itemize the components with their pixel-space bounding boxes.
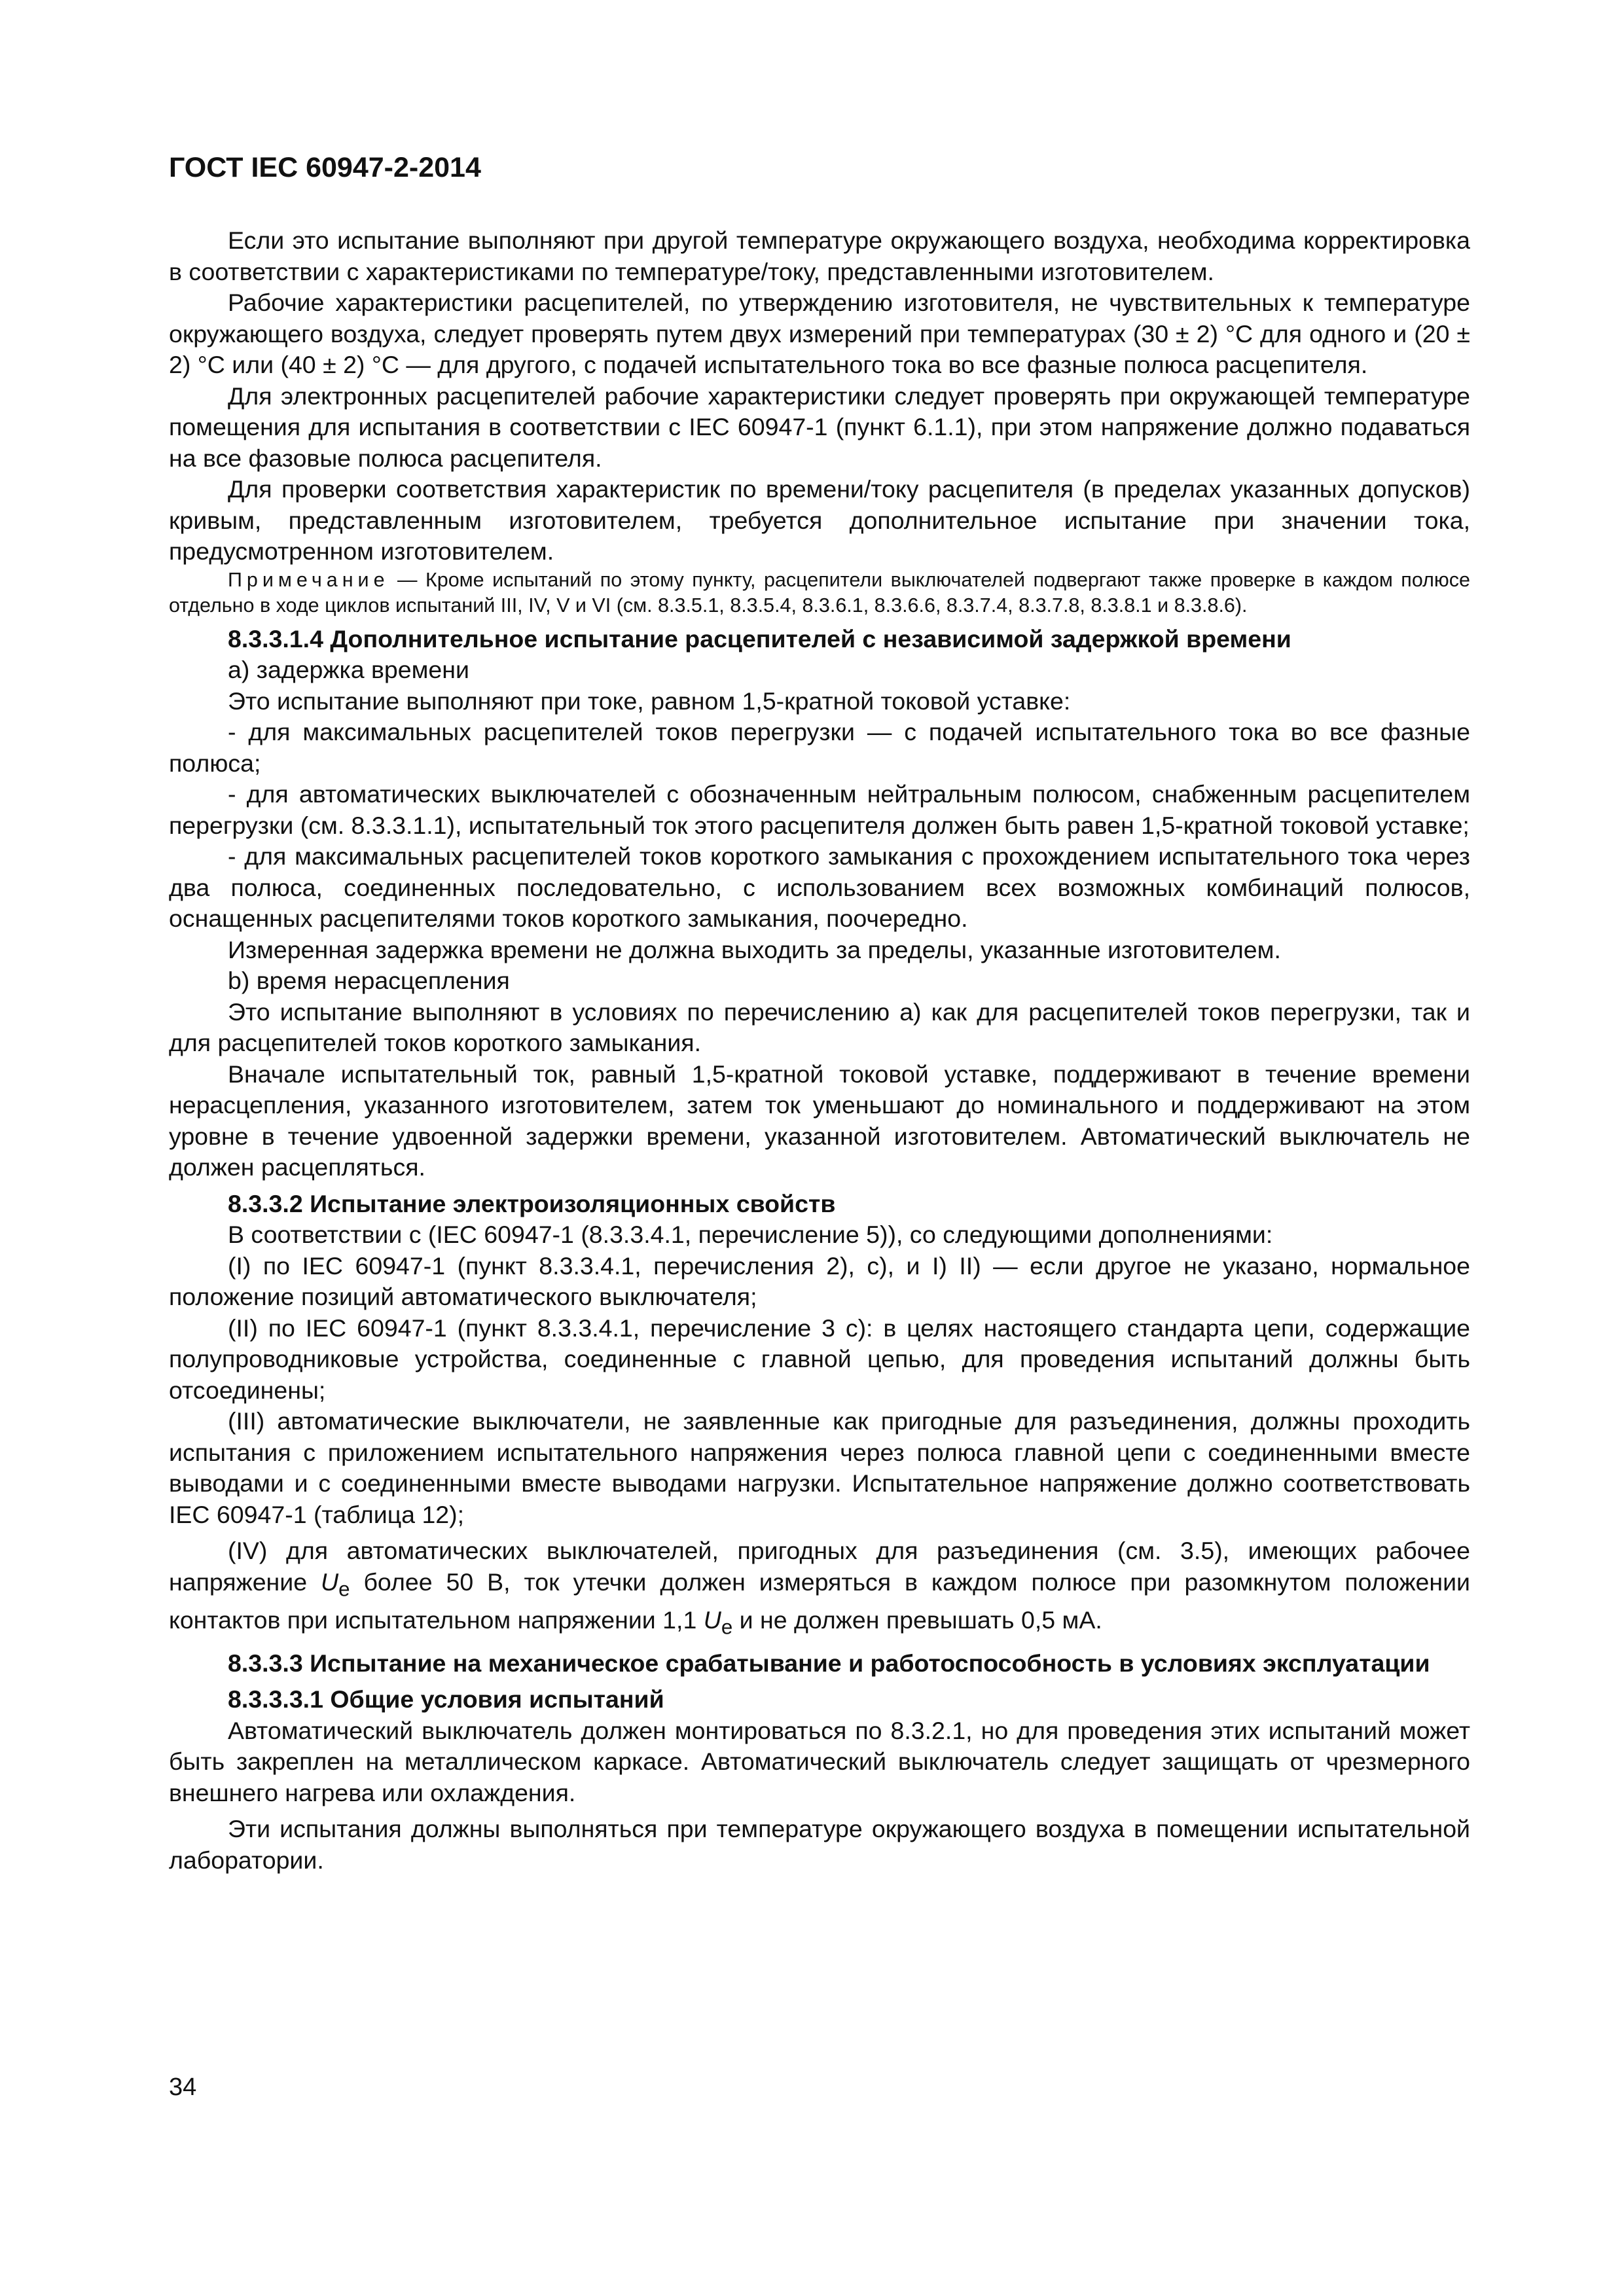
section-heading: 8.3.3.3.1 Общие условия испытаний bbox=[228, 1685, 664, 1713]
ue-subscript: e bbox=[338, 1577, 350, 1600]
paragraph: Это испытание выполняют при токе, равном 1,5-кратной токовой уставке: bbox=[228, 687, 1071, 715]
paragraph: Вначале испытательный ток, равный 1,5-кратной токовой уставке, поддерживают в течение времени нерасцепления, указанного изготовителем, затем ток уменьшают до номинального и поддерживают на этом уровне в течение удвоенной задержки времени, указанной изготовителем. Автоматический выключатель не должен расцепляться. bbox=[169, 1060, 1470, 1181]
ue-symbol: U bbox=[703, 1605, 721, 1634]
list-item: - для максимальных расцепителей токов перегрузки — с подачей испытательного тока во все фазные полюса; bbox=[169, 718, 1470, 777]
section-heading: 8.3.3.1.4 Дополнительное испытание расцепителей с независимой задержкой времени bbox=[228, 624, 1291, 653]
text-run: более 50 В, ток утечки должен измеряться в каждом полюсе при разомкнутом положении контактов при испытательном напряжении 1,1 bbox=[169, 1568, 1470, 1634]
list-item: - для максимальных расцепителей токов короткого замыкания с прохождением испытательного тока через два полюса, соединенных последовательно, с использованием всех возможных комбинаций полюсов, оснащенных расцепителями токов короткого замыкания, поочередно. bbox=[169, 842, 1470, 932]
ue-subscript: e bbox=[721, 1615, 733, 1638]
paragraph: Если это испытание выполняют при другой температуре окружающего воздуха, необходима корректировка в соответствии с характеристиками по температуре/току, представленными изготовителем. bbox=[169, 226, 1470, 285]
document-body bbox=[169, 225, 1470, 1876]
note-label: Примечание bbox=[228, 568, 389, 591]
section-heading: 8.3.3.2 Испытание электроизоляционных свойств bbox=[228, 1189, 836, 1217]
text-run: и не должен превышать 0,5 мА. bbox=[732, 1605, 1102, 1634]
note-text: — Кроме испытаний по этому пункту, расцепители выключателей подвергают также проверке в каждом полюсе отдельно в ходе циклов испытаний III, IV, V и VI (см. 8.3.5.1, 8.3.5.4, 8.3.6.1, 8.3.6.6, 8.3.7.4, 8.3.7.8, 8.3.8.1 и 8.3.8.6). bbox=[169, 568, 1470, 617]
ue-symbol: U bbox=[321, 1568, 339, 1596]
paragraph: В соответствии с (IEC 60947-1 (8.3.3.4.1, перечисление 5)), со следующими дополнениями: bbox=[228, 1221, 1273, 1248]
list-item: - для автоматических выключателей с обозначенным нейтральным полюсом, снабженным расцепителем перегрузки (см. 8.3.3.1.1), испытательный ток этого расцепителя должен быть равен 1,5-кратной токовой уставке; bbox=[169, 780, 1470, 839]
list-item: a) задержка времени bbox=[228, 656, 469, 683]
paragraph: Автоматический выключатель должен монтироваться по 8.3.2.1, но для проведения этих испытаний может быть закреплен на металлическом каркасе. Автоматический выключатель следует защищать от чрезмерного внешнего нагрева или охлаждения. bbox=[169, 1716, 1470, 1806]
list-item: b) время нерасцепления bbox=[228, 967, 510, 994]
paragraph: Для проверки соответствия характеристик по времени/току расцепителя (в пределах указанных допусков) кривым, представленным изготовителем, требуется дополнительное испытание при значении тока, предусмотренном изготовителем. bbox=[169, 475, 1470, 565]
paragraph: Рабочие характеристики расцепителей, по утверждению изготовителя, не чувствительных к температуре окружающего воздуха, следует проверять путем двух измерений при температурах (30 ± 2) °С для одного и (20 ± 2) °С или (40 ± 2) °С — для другого, с подачей испытательного тока во все фазные полюса расцепителя. bbox=[169, 289, 1470, 378]
paragraph: Измеренная задержка времени не должна выходить за пределы, указанные изготовителем. bbox=[228, 935, 1281, 963]
paragraph: Для электронных расцепителей рабочие характеристики следует проверять при окружающей температуре помещения для испытания в соответствии с IEC 60947-1 (пункт 6.1.1), при этом напряжение должно подаваться на все фазовые полюса расцепителя. bbox=[169, 382, 1470, 472]
paragraph: (III) автоматические выключатели, не заявленные как пригодные для разъединения, должны проходить испытания с приложением испытательного напряжения через полюса главной цепи с соединенными вместе выводами и с соединенными вместе выводами нагрузки. Испытательное напряжение должно соответствовать IEC 60947-1 (таблица 12); bbox=[169, 1407, 1470, 1528]
paragraph: (I) по IEC 60947-1 (пункт 8.3.3.4.1, перечисления 2), с), и I) II) — если другое не указано, нормальное положение позиций автоматического выключателя; bbox=[169, 1251, 1470, 1310]
text-run: (IV) для автоматических выключателей, пригодных для разъединения (см. 3.5), имеющих рабочее напряжение bbox=[169, 1537, 1470, 1596]
paragraph bbox=[169, 1535, 1470, 1643]
page-number: 34 bbox=[169, 2073, 197, 2101]
note bbox=[169, 567, 1470, 619]
paragraph: Эти испытания должны выполняться при температуре окружающего воздуха в помещении испытательной лаборатории. bbox=[169, 1815, 1470, 1874]
paragraph: (II) по IEC 60947-1 (пункт 8.3.3.4.1, перечисление 3 с): в целях настоящего стандарта цепи, содержащие полупроводниковые устройства, соединенные с главной цепью, для проведения испытаний должны быть отсоединены; bbox=[169, 1314, 1470, 1404]
section-heading: 8.3.3.3 Испытание на механическое срабатывание и работоспособность в условиях эксплуатации bbox=[228, 1649, 1430, 1677]
paragraph: Это испытание выполняют в условиях по перечислению а) как для расцепителей токов перегрузки, так и для расцепителей токов короткого замыкания. bbox=[169, 997, 1470, 1056]
document-header: ГОСТ IEC 60947-2-2014 bbox=[169, 152, 481, 183]
